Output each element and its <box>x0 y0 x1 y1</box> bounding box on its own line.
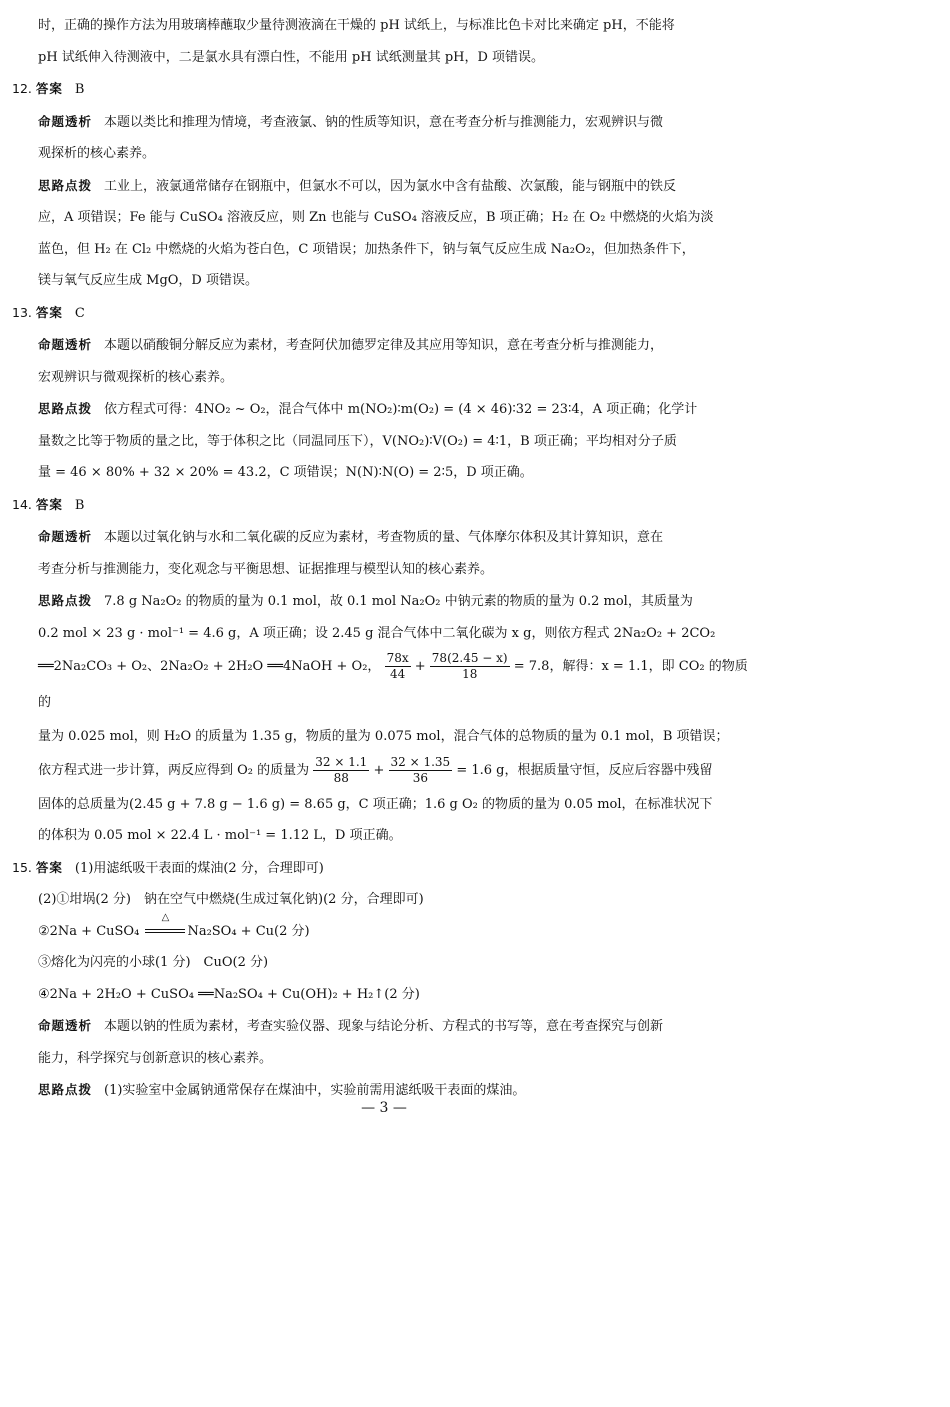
reaction-arrow <box>143 912 187 940</box>
hint-line: 思路点拨 依方程式可得：4NO₂ ~ O₂，混合气体中 m(NO₂)∶m(O₂) = (4 × 46)∶32 = 23∶4，A 项正确；化学计 <box>38 401 698 417</box>
analysis-label: 命题透析 <box>38 113 93 129</box>
hint-label: 思路点拨 <box>38 1082 93 1097</box>
formula-line: ══2Na₂CO₃ + O₂、2Na₂O₂ + 2H₂O ══4NaOH + O₂， $\frac{78x}{44}$ + $\frac{78(2.45 - x)}{18}$ = 7.8，解得：x = 1.1，即 CO₂ 的物质的 <box>38 651 748 710</box>
question-number: 14. <box>12 496 32 512</box>
page-number: — 3 — <box>361 1100 407 1116</box>
fraction: $\frac{78x}{44}$ <box>386 651 409 681</box>
hint-label: 思路点拨 <box>38 593 93 608</box>
fraction: $\frac{78(2.45 - x)}{18}$ <box>431 651 508 681</box>
answer-label: 答案 <box>35 304 63 320</box>
heat-symbol: △ <box>161 912 170 923</box>
analysis-label: 命题透析 <box>38 529 93 544</box>
text-line: 固体的总质量为(2.45 g + 7.8 g − 1.6 g) = 8.65 g，C 项正确；1.6 g O₂ 的物质的量为 0.05 mol，在标准状况下 <box>38 796 713 812</box>
text-line: 0.2 mol × 23 g · mol⁻¹ = 4.6 g，A 项正确；设 2.45 g 混合气体中二氧化碳为 x g，则依方程式 2Na₂O₂ + 2CO₂ <box>38 625 716 641</box>
text-line: 宏观辨识与微观探析的核心素养。 <box>38 369 234 385</box>
question-number: 12. <box>12 81 32 96</box>
answer-label: 答案 <box>35 859 63 875</box>
answer-value: B <box>74 82 85 97</box>
answer-value: B <box>74 497 85 513</box>
fraction: $\frac{32 \times 1.1}{88}$ <box>315 754 368 785</box>
analysis-line: 命题透析 本题以类比和推理为情境，考查液氯、钠的性质等知识，意在考查分析与推测能力，宏观辨识与微 <box>38 113 664 130</box>
document-body <box>12 10 750 1107</box>
question-number: 15. <box>12 859 32 875</box>
analysis-line: 命题透析 本题以钠的性质为素材，考查实验仪器、现象与结论分析、方程式的书写等，意在考查探究与创新 <box>38 1018 664 1034</box>
text-line: 量数之比等于物质的量之比，等于体积之比（同温同压下），V(NO₂)∶V(O₂) = 4∶1，B 项正确；平均相对分子质 <box>38 433 677 449</box>
analysis-line: 命题透析 本题以硝酸铜分解反应为素材，考查阿伏加德罗定律及其应用等知识，意在考查分析与推测能力， <box>38 337 664 353</box>
hint-line: 思路点拨 7.8 g Na₂O₂ 的物质的量为 0.1 mol，故 0.1 mol Na₂O₂ 中钠元素的物质的量为 0.2 mol，其质量为 <box>38 593 693 609</box>
analysis-label: 命题透析 <box>38 337 93 352</box>
hint-label: 思路点拨 <box>38 177 93 193</box>
text-line: 蓝色，但 H₂ 在 Cl₂ 中燃烧的火焰为苍白色，C 项错误；加热条件下，钠与氧气反应生成 Na₂O₂，但加热条件下， <box>38 241 695 257</box>
text-line: 应，A 项错误；Fe 能与 CuSO₄ 溶液反应，则 Zn 也能与 CuSO₄ 溶液反应，B 项正确；H₂ 在 O₂ 中燃烧的火焰为淡 <box>38 210 714 225</box>
hint-label: 思路点拨 <box>38 401 93 416</box>
answer-label: 答案 <box>35 496 63 512</box>
question-14-answer <box>12 489 750 522</box>
hint-line: 思路点拨 (1)实验室中金属钠通常保存在煤油中，实验前需用滤纸吸干表面的煤油。 <box>38 1082 526 1098</box>
text-line: 量 = 46 × 80% + 32 × 20% = 43.2，C 项错误；N(N)∶N(O) = 2∶5，D 项正确。 <box>38 465 533 480</box>
answer-line: ③熔化为闪亮的小球(1 分) CuO(2 分) <box>38 955 269 970</box>
question-12-answer <box>12 73 750 106</box>
answer-line: (2)①坩埚(2 分) 钠在空气中燃烧(生成过氧化钠)(2 分，合理即可) <box>38 892 424 907</box>
answer-value: C <box>74 305 85 321</box>
text-line: 镁与氧气反应生成 MgO，D 项错误。 <box>38 273 258 288</box>
answer-label: 答案 <box>35 81 63 96</box>
analysis-label: 命题透析 <box>38 1018 93 1033</box>
question-15-answer: 15. 答案 (1)用滤纸吸干表面的煤油(2 分，合理即可) <box>12 859 324 876</box>
text-line: 考查分析与推测能力，变化观念与平衡思想、证据推理与模型认知的核心素养。 <box>38 561 494 577</box>
analysis-line: 命题透析 本题以过氧化钠与水和二氧化碳的反应为素材，考查物质的量、气体摩尔体积及其计算知识，意在 <box>38 529 664 545</box>
fraction: $\frac{32 \times 1.35}{36}$ <box>390 754 451 785</box>
question-number: 13. <box>12 304 32 320</box>
text-line: 量为 0.025 mol，则 H₂O 的质量为 1.35 g，物质的量为 0.075 mol，混合气体的总物质的量为 0.1 mol，B 项错误； <box>38 729 729 744</box>
text-line: 的体积为 0.05 mol × 22.4 L · mol⁻¹ = 1.12 L，D 项正确。 <box>38 828 402 843</box>
text-line: pH 试纸伸入待测液中，二是氯水具有漂白性，不能用 pH 试纸测量其 pH，D 项错误。 <box>38 49 545 65</box>
formula-line: 依方程式进一步计算，两反应得到 O₂ 的质量为 $\frac{32 \times 1.1}{88}$ + $\frac{32 \times 1.35}{36}$ = 1.6 g，根据质量守恒，反应后容器中残留 <box>38 754 713 785</box>
hint-line: 思路点拨 工业上，液氯通常储存在钢瓶中，但氯水不可以，因为氯水中含有盐酸、次氯酸，能与钢瓶中的铁反 <box>38 177 677 194</box>
answer-line: ④2Na + 2H₂O + CuSO₄ ══Na₂SO₄ + Cu(OH)₂ + H₂↑(2 分) <box>38 986 420 1002</box>
text-line: 观探析的核心素养。 <box>38 146 156 161</box>
answer-line: ②2Na + CuSO₄ △ Na₂SO₄ + Cu(2 分) <box>38 912 310 939</box>
text-line: 能力，科学探究与创新意识的核心素养。 <box>38 1050 273 1066</box>
question-13-answer <box>12 297 750 330</box>
text-line: 时，正确的操作方法为用玻璃棒蘸取少量待测液滴在干燥的 pH 试纸上，与标准比色卡对比来确定 pH，不能将 <box>38 18 675 33</box>
